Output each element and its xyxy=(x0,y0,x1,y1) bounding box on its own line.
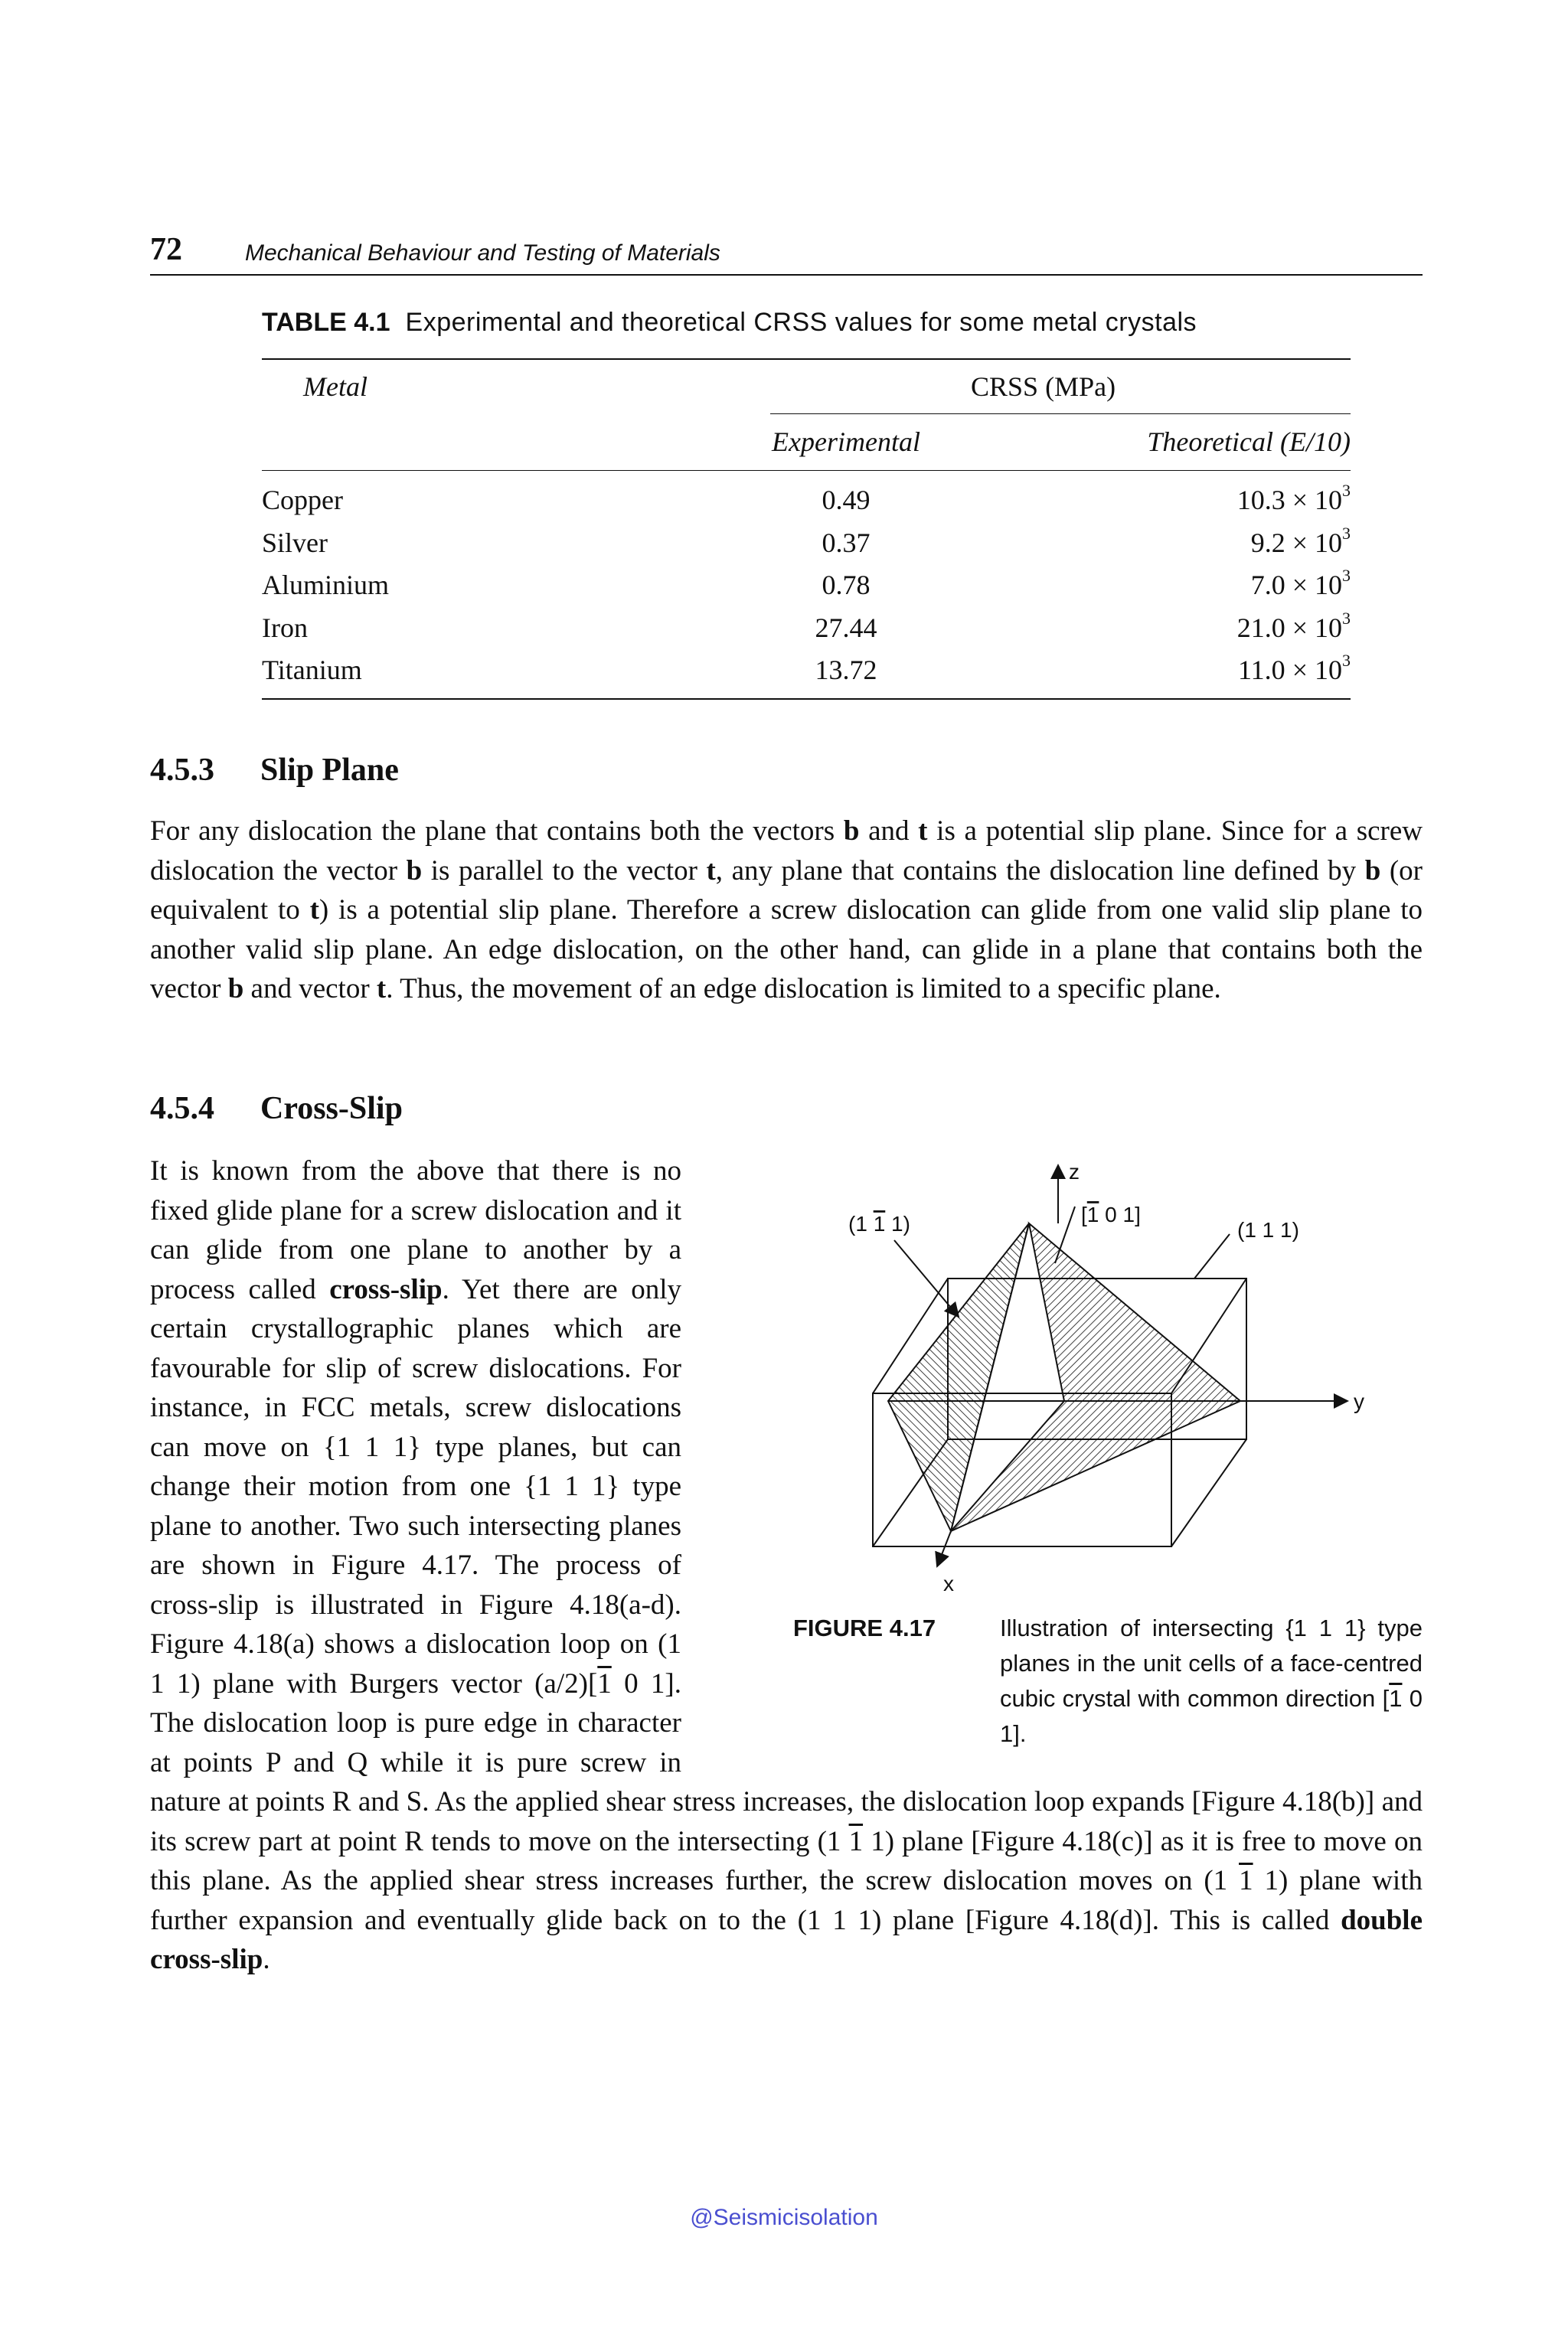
leader-plane-right xyxy=(1194,1234,1230,1279)
section-number: 4.5.3 xyxy=(150,753,214,788)
cell-metal: Copper xyxy=(262,485,343,515)
col-header-theoretical: Theoretical (E/10) xyxy=(1147,426,1351,457)
table-top-rule xyxy=(262,358,1351,360)
header-rule xyxy=(150,274,1423,276)
cell-theoretical: $11.0 \times 10^3$ xyxy=(1238,651,1351,685)
cell-experimental: 27.44 xyxy=(815,612,877,643)
page-number: 72 xyxy=(150,232,182,267)
cell-experimental: 0.37 xyxy=(822,527,871,558)
figure-caption-text: Illustration of intersecting {1 1 1} type planes in the unit cells of a face-centred cubic crystal with common direction [1 0 1]. xyxy=(1000,1615,1423,1747)
table-group-rule xyxy=(770,413,1351,414)
cell-metal: Silver xyxy=(262,527,328,558)
cell-theoretical: $10.3 \times 10^3$ xyxy=(1236,481,1351,515)
plane-right-label: (1 1 1) xyxy=(1237,1218,1299,1242)
axis-y-label: y xyxy=(1354,1390,1364,1413)
cross-slip-paragraph: It is known from the above that there is no fixed glide plane for a screw dislocation and it can glide from one plane to another by a process called cross-slip. Yet there are only certain crystallographic planes which are favourable for slip of screw dislocations. For instance, in FCC metals, screw dislocations can move on {1 1 1} type planes, but can change their motion from one {1 1 1} type plane to another. Two such intersecting planes are shown in Figure 4.17. The process of cross-slip is illustrated in Figure 4.18(a-d). Figure 4.18(a) shows a dislocation loop on (1 1 1) plane with Burgers vector (a/2)[1 0 1]. The dislocation loop is pure edge in character at points P and Q while it is pure screw in nature at points R and S. As the applied shear stress increases, the dislocation loop expands [Figure 4.18(b)] and its screw part at point R tends to move on the intersecting (1 1 1) plane [Figure 4.18(c)] as it is free to move on this plane. As the applied shear stress increases further, the screw dislocation moves on (1 1 1) plane with further expansion and eventually glide back on to the (1 1 1) plane [Figure 4.18(d)]. This is called double cross-slip. xyxy=(150,1155,1423,1975)
x-axis xyxy=(937,1531,951,1566)
figure-label: FIGURE 4.17 xyxy=(793,1615,936,1641)
section-heading-4-5-3 xyxy=(150,752,399,789)
table-caption xyxy=(262,308,1197,338)
axis-z-label: z xyxy=(1069,1160,1080,1184)
table-row xyxy=(262,523,1351,570)
table-row xyxy=(262,481,1351,527)
table-label: TABLE 4.1 xyxy=(262,308,390,337)
slip-plane-paragraph: For any dislocation the plane that contains both the vectors b and t is a potential slip plane. Since for a screw dislocation the vector b is parallel to the vector t, any plane that contains the dislocation line defined by b (or equivalent to t) is a potential slip plane. Therefore a screw dislocation can glide from one valid slip plane to another valid slip plane. An edge dislocation, on the other hand, can glide in a plane that contains both the vector b and vector t. Thus, the movement of an edge dislocation is limited to a specific plane. xyxy=(150,815,1423,1004)
table-bottom-rule xyxy=(262,698,1351,700)
cell-experimental: 0.78 xyxy=(822,570,871,600)
table-row xyxy=(262,651,1351,697)
cell-theoretical: $9.2 \times 10^3$ xyxy=(1250,523,1351,558)
col-header-crss: CRSS (MPa) xyxy=(971,371,1116,402)
table-caption-text: Experimental and theoretical CRSS values for some metal crystals xyxy=(405,308,1197,337)
fcc-intersecting-planes-figure xyxy=(812,1148,1378,1600)
axis-x-label: x xyxy=(943,1572,954,1595)
section-heading-4-5-4 xyxy=(150,1090,403,1127)
section-title: Slip Plane xyxy=(260,753,399,788)
table-row xyxy=(262,566,1351,612)
section-title: Cross-Slip xyxy=(260,1091,403,1126)
watermark: @Seismicisolation xyxy=(690,2205,878,2230)
table-body xyxy=(262,481,1351,697)
plane-left-label: (1 1 1) xyxy=(848,1212,910,1236)
cell-metal: Iron xyxy=(262,612,308,643)
table-row xyxy=(262,608,1351,655)
cell-theoretical: $21.0 \times 10^3$ xyxy=(1236,608,1351,643)
col-header-experimental: Experimental xyxy=(772,426,920,457)
table-header-rule xyxy=(262,470,1351,471)
cell-theoretical: $7.0 \times 10^3$ xyxy=(1250,566,1351,600)
section-number: 4.5.4 xyxy=(150,1091,214,1126)
col-header-metal: Metal xyxy=(303,371,368,402)
direction-label: [1 0 1] xyxy=(1081,1203,1141,1226)
running-title: Mechanical Behaviour and Testing of Materials xyxy=(245,240,720,266)
cell-experimental: 0.49 xyxy=(822,485,871,515)
cell-metal: Aluminium xyxy=(262,570,390,600)
cell-experimental: 13.72 xyxy=(815,655,877,685)
cell-metal: Titanium xyxy=(262,655,362,685)
